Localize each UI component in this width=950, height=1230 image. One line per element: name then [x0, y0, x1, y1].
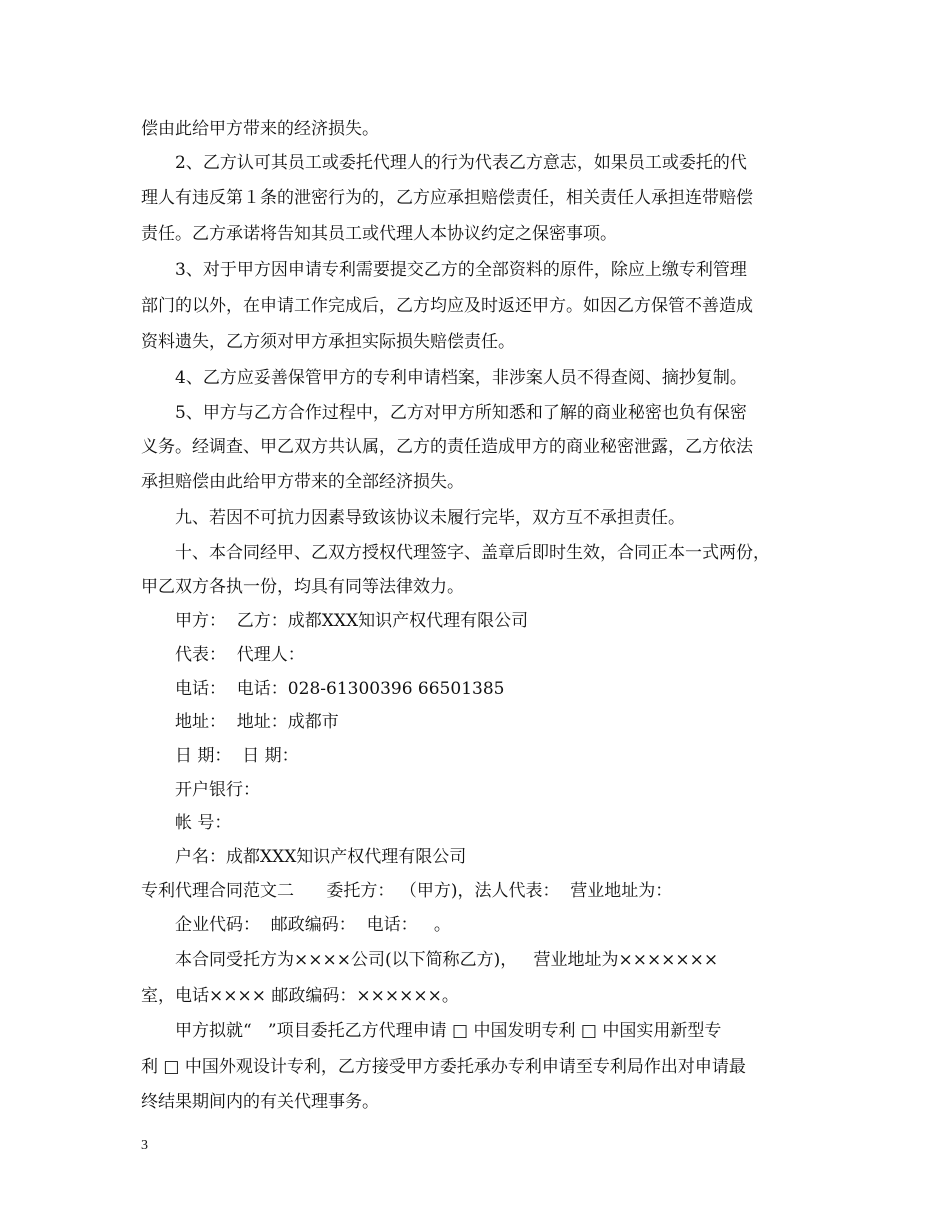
text-line-12: 九、若因不可抗力因素导致该协议未履行完毕，双方互不承担责任。: [175, 508, 685, 528]
text-line-4: 责任。乙方承诺将告知其员工或代理人本协议约定之保密事项。: [141, 224, 617, 244]
text-line-8: 4、乙方应妥善保管甲方的专利申请档案，非涉案人员不得查阅、摘抄复制。: [175, 368, 747, 388]
text-line-25: 本合同受托方为××××公司(以下简称乙方)， 营业地址为×××××××: [175, 950, 719, 970]
text-line-10: 义务。经调查、甲乙双方共认属，乙方的责任造成甲方的商业秘密泄露，乙方依法: [141, 437, 753, 457]
text-line-13: 十、本合同经甲、乙双方授权代理签字、盖章后即时生效，合同正本一式两份，: [175, 543, 770, 563]
text-line-27: 甲方拟就“ ”项目委托乙方代理申请 □ 中国发明专利 □ 中国实用新型专: [175, 1021, 722, 1041]
text-line-29: 终结果期间内的有关代理事务。: [141, 1092, 379, 1112]
text-line-5: 3、对于甲方因申请专利需要提交乙方的全部资料的原件，除应上缴专利管理: [175, 260, 747, 280]
text-line-9: 5、甲方与乙方合作过程中，乙方对甲方所知悉和了解的商业秘密也负有保密: [175, 403, 747, 423]
text-line-6: 部门的以外，在申请工作完成后，乙方均应及时返还甲方。如因乙方保管不善造成: [141, 296, 753, 316]
text-line-17: 电话： 电话：028-61300396 66501385: [175, 679, 505, 699]
text-line-7: 资料遗失，乙方须对甲方承担实际损失赔偿责任。: [141, 332, 515, 352]
text-line-1: 偿由此给甲方带来的经济损失。: [141, 119, 379, 139]
text-line-22: 户名：成都XXX知识产权代理有限公司: [175, 847, 467, 867]
text-line-2: 2、乙方认可其员工或委托代理人的行为代表乙方意志，如果员工或委托的代: [175, 153, 747, 173]
text-line-18: 地址： 地址：成都市: [175, 712, 339, 732]
page-number: 3: [141, 1138, 148, 1153]
text-line-28: 利 □ 中国外观设计专利，乙方接受甲方委托承办专利申请至专利局作出对申请最: [141, 1057, 746, 1077]
text-line-19: 日 期： 日 期：: [175, 746, 299, 766]
text-line-21: 帐 号：: [175, 813, 232, 833]
text-line-15: 甲方： 乙方：成都XXX知识产权代理有限公司: [175, 611, 529, 631]
text-line-20: 开户银行：: [175, 780, 260, 800]
text-line-3: 理人有违反第１条的泄密行为的，乙方应承担赔偿责任，相关责任人承担连带赔偿: [141, 188, 753, 208]
text-line-26: 室，电话×××× 邮政编码：××××××。: [141, 986, 459, 1006]
text-line-14: 甲乙双方各执一份，均具有同等法律效力。: [141, 577, 464, 597]
text-line-24: 企业代码： 邮政编码： 电话： 。: [175, 915, 451, 935]
text-line-11: 承担赔偿由此给甲方带来的全部经济损失。: [141, 472, 464, 492]
text-line-16: 代表： 代理人：: [175, 645, 305, 665]
text-line-23: 专利代理合同范文二 委托方： （甲方)，法人代表： 营业地址为：: [141, 881, 673, 901]
